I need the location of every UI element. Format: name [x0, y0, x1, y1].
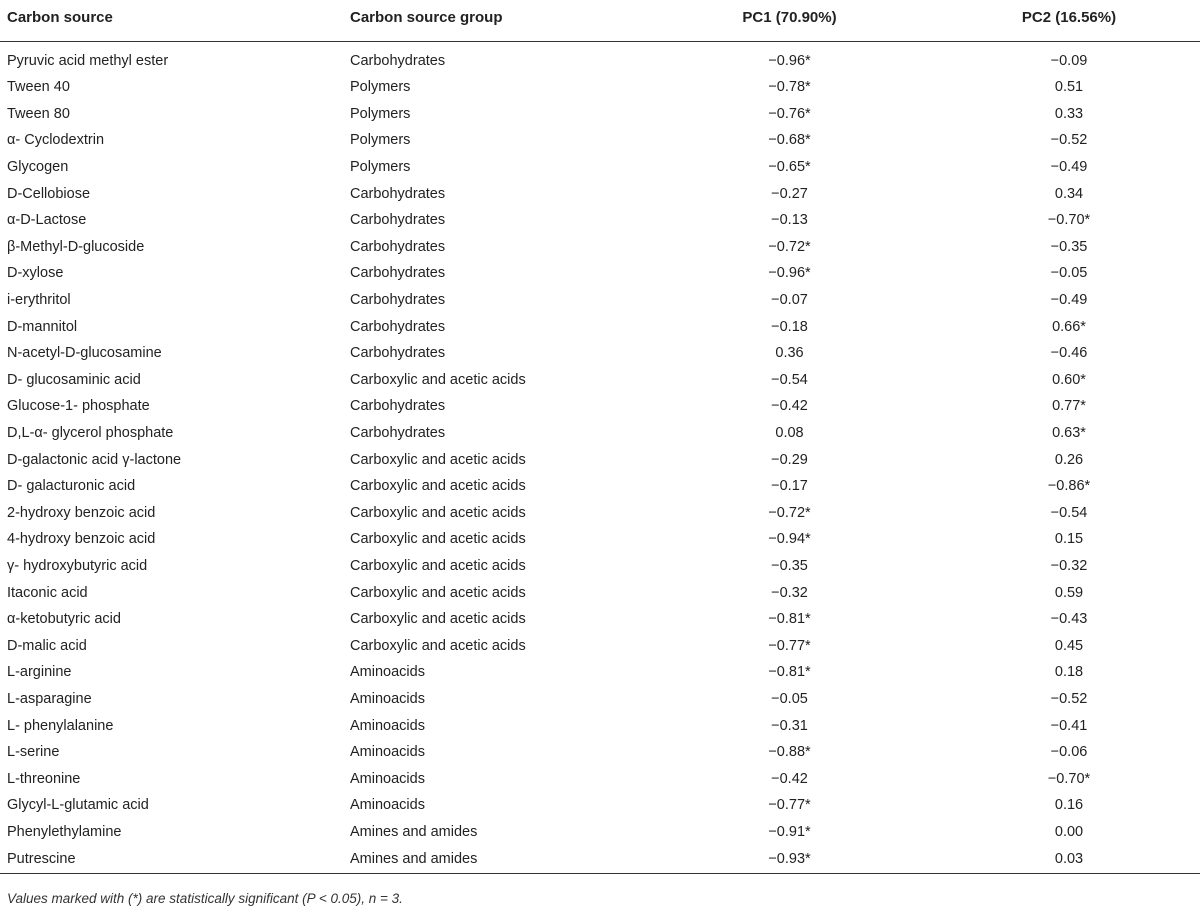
table-row [0, 180, 1200, 207]
pc2-cell: 0.45 [1054, 637, 1084, 654]
header-carbon-source: Carbon source [0, 9, 343, 42]
carbon-source-cell: D-Cellobiose [7, 185, 91, 202]
carbon-source-cell: α- Cyclodextrin [7, 132, 105, 149]
carbon-source-group-cell: Carboxylic and acetic acids [350, 504, 526, 521]
table-row [0, 473, 1200, 500]
carbon-source-cell: β-Methyl-D-glucoside [7, 238, 145, 255]
pc1-cell: −0.88* [768, 744, 811, 761]
header-pc1: PC1 (70.90%) [641, 9, 938, 42]
pca-loadings-table [0, 9, 1200, 874]
carbon-source-cell: Tween 80 [7, 105, 70, 122]
table-row [0, 686, 1200, 713]
carbon-source-cell: α-D-Lactose [7, 212, 87, 229]
pc2-cell: 0.03 [938, 845, 1200, 874]
table-row [0, 74, 1200, 101]
carbon-source-cell: α-ketobutyric acid [7, 611, 121, 628]
pc2-cell: −0.52 [1050, 132, 1088, 149]
table-row [0, 606, 1200, 633]
pc1-cell: −0.42 [771, 770, 808, 787]
carbon-source-cell: 2-hydroxy benzoic acid [7, 504, 156, 521]
carbon-source-cell: Phenylethylamine [7, 823, 122, 840]
table-row [0, 500, 1200, 527]
pc1-cell: −0.68* [768, 132, 811, 149]
pc2-cell: 0.77* [1052, 398, 1086, 415]
pc1-cell: −0.27 [771, 185, 808, 202]
carbon-source-group-cell: Amines and amides [343, 845, 641, 874]
table-row [0, 420, 1200, 447]
carbon-source-cell: Glycogen [7, 159, 69, 176]
carbon-source-cell: D-mannitol [7, 318, 78, 335]
pc1-cell: 0.08 [775, 425, 804, 442]
carbon-source-group-cell: Aminoacids [350, 770, 425, 787]
table-row [0, 393, 1200, 420]
pc2-cell: −0.06 [1050, 744, 1088, 761]
pc2-cell: 0.63* [1052, 425, 1086, 442]
pc1-cell: −0.65* [768, 159, 811, 176]
table-row [0, 101, 1200, 128]
carbon-source-group-cell: Carboxylic and acetic acids [350, 531, 526, 548]
table-row [0, 579, 1200, 606]
pc1-cell: −0.05 [771, 690, 808, 707]
pc2-cell: 0.66* [1052, 318, 1086, 335]
carbon-source-group-cell: Polymers [350, 159, 411, 176]
pc1-cell: −0.18 [771, 318, 808, 335]
carbon-source-group-cell: Carbohydrates [350, 238, 446, 255]
pc1-cell: 0.36 [775, 345, 804, 362]
pc1-cell: −0.96* [768, 265, 811, 282]
carbon-source-group-cell: Carboxylic and acetic acids [350, 557, 526, 574]
carbon-source-cell: L-asparagine [7, 690, 92, 707]
table-row [0, 739, 1200, 766]
carbon-source-group-cell: Carbohydrates [350, 53, 446, 69]
carbon-source-group-cell: Polymers [350, 105, 411, 122]
pc2-cell: −0.05 [1050, 265, 1088, 282]
table-row [0, 207, 1200, 234]
table-row [0, 632, 1200, 659]
pc2-cell: 0.00 [1054, 823, 1084, 840]
carbon-source-group-cell: Carbohydrates [350, 345, 446, 362]
carbon-source-group-cell: Carboxylic and acetic acids [350, 478, 526, 495]
carbon-source-group-cell: Aminoacids [350, 664, 425, 681]
table-row [0, 845, 1200, 874]
carbon-source-group-cell: Aminoacids [350, 717, 425, 734]
carbon-source-cell: D-malic acid [7, 637, 87, 654]
table-body [0, 42, 1200, 874]
pc1-cell: −0.13 [771, 212, 808, 229]
table-header [0, 9, 1200, 42]
table-row [0, 234, 1200, 261]
carbon-source-cell: Putrescine [0, 845, 343, 874]
carbon-source-cell: Glycyl-L-glutamic acid [7, 797, 149, 814]
carbon-source-group-cell: Carboxylic and acetic acids [350, 584, 526, 601]
pc2-cell: 0.15 [1054, 531, 1084, 548]
carbon-source-group-cell: Carboxylic and acetic acids [350, 611, 526, 628]
pc2-cell: 0.16 [1054, 797, 1084, 814]
carbon-source-cell: γ- hydroxybutyric acid [7, 557, 148, 574]
carbon-source-cell: L-threonine [7, 770, 81, 787]
pc1-cell: −0.93* [641, 845, 938, 874]
table-row [0, 526, 1200, 553]
carbon-source-cell: D- galacturonic acid [7, 478, 136, 495]
pc1-cell: −0.35 [771, 557, 808, 574]
table-row [0, 287, 1200, 314]
pc2-cell: −0.46 [1050, 345, 1088, 362]
carbon-source-group-cell: Amines and amides [350, 823, 478, 840]
pc1-cell: −0.81* [768, 611, 811, 628]
pc2-cell: −0.49 [1050, 159, 1088, 176]
carbon-source-cell: Itaconic acid [7, 584, 88, 601]
pc1-cell: −0.32 [771, 584, 808, 601]
table-row [0, 340, 1200, 367]
pc1-cell: −0.76* [768, 105, 811, 122]
carbon-source-cell: Pyruvic acid methyl ester [7, 53, 169, 69]
carbon-source-cell: i-erythritol [7, 292, 71, 309]
carbon-source-group-cell: Carboxylic and acetic acids [350, 371, 526, 388]
header-pc2: PC2 (16.56%) [938, 9, 1200, 42]
pc1-cell: −0.29 [771, 451, 808, 468]
carbon-source-cell: L-arginine [7, 664, 72, 681]
carbon-source-group-cell: Carboxylic and acetic acids [350, 637, 526, 654]
pc1-cell: −0.07 [771, 292, 808, 309]
pc1-cell: −0.72* [768, 238, 811, 255]
carbon-source-cell: N-acetyl-D-glucosamine [7, 345, 162, 362]
pc1-cell: −0.17 [771, 478, 808, 495]
pc1-cell: −0.77* [768, 637, 811, 654]
pc1-cell: −0.91* [768, 823, 811, 840]
pc2-cell: −0.09 [1050, 53, 1088, 69]
pc1-cell: −0.77* [768, 797, 811, 814]
table-row [0, 792, 1200, 819]
carbon-source-cell: D- glucosaminic acid [7, 371, 141, 388]
pc1-cell: −0.78* [768, 79, 811, 96]
carbon-source-group-cell: Aminoacids [350, 690, 425, 707]
table-row [0, 712, 1200, 739]
table-row [0, 42, 1200, 75]
table-row [0, 553, 1200, 580]
carbon-source-cell: D-galactonic acid γ-lactone [7, 451, 182, 468]
carbon-source-group-cell: Carbohydrates [350, 398, 446, 415]
pc2-cell: 0.60* [1052, 371, 1086, 388]
table-row [0, 659, 1200, 686]
carbon-source-cell: Tween 40 [7, 79, 70, 96]
carbon-source-group-cell: Aminoacids [350, 797, 425, 814]
pc1-cell: −0.81* [768, 664, 811, 681]
pc2-cell: −0.52 [1050, 690, 1088, 707]
pc2-cell: 0.34 [1054, 185, 1084, 202]
pc2-cell: −0.49 [1050, 292, 1088, 309]
table-row [0, 154, 1200, 181]
carbon-source-group-cell: Carbohydrates [350, 292, 446, 309]
carbon-source-cell: D-xylose [7, 265, 64, 282]
header-row [0, 9, 1200, 42]
table-row [0, 367, 1200, 394]
pc1-cell: −0.94* [768, 531, 811, 548]
carbon-source-cell: Glucose-1- phosphate [7, 398, 150, 415]
pc1-cell: −0.31 [771, 717, 808, 734]
table-footnote: Values marked with (*) are statistically significant (P < 0.05), n = 3. [7, 891, 403, 906]
pc1-cell: −0.72* [768, 504, 811, 521]
carbon-source-cell: L- phenylalanine [7, 717, 114, 734]
table-row [0, 260, 1200, 287]
pc2-cell: −0.32 [1050, 557, 1088, 574]
carbon-source-group-cell: Carbohydrates [350, 265, 446, 282]
pc2-cell: 0.51 [1054, 79, 1084, 96]
pc1-cell: −0.96* [768, 53, 811, 69]
carbon-source-cell: L-serine [7, 744, 60, 761]
pc2-cell: 0.18 [1054, 664, 1084, 681]
carbon-source-group-cell: Carbohydrates [350, 318, 446, 335]
pc2-cell: −0.70* [1047, 212, 1091, 229]
carbon-source-group-cell: Aminoacids [350, 744, 425, 761]
carbon-source-group-cell: Polymers [350, 79, 411, 96]
table-row [0, 765, 1200, 792]
carbon-source-group-cell: Polymers [350, 132, 411, 149]
table-row [0, 819, 1200, 846]
carbon-source-group-cell: Carbohydrates [350, 185, 446, 202]
carbon-source-group-cell: Carboxylic and acetic acids [350, 451, 526, 468]
pc2-cell: −0.41 [1050, 717, 1088, 734]
carbon-source-group-cell: Carbohydrates [350, 425, 446, 442]
pc2-cell: 0.59 [1054, 584, 1084, 601]
pc2-cell: −0.54 [1050, 504, 1088, 521]
pc1-cell: −0.54 [771, 371, 808, 388]
pc1-cell: −0.42 [771, 398, 808, 415]
carbon-source-cell: D,L-α- glycerol phosphate [7, 425, 174, 442]
table-row [0, 127, 1200, 154]
carbon-source-group-cell: Carbohydrates [350, 212, 446, 229]
header-carbon-source-group: Carbon source group [343, 9, 641, 42]
pc2-cell: −0.70* [1047, 770, 1091, 787]
pc2-cell: −0.35 [1050, 238, 1088, 255]
table-row [0, 446, 1200, 473]
pc2-cell: −0.86* [1047, 478, 1091, 495]
pc2-cell: 0.26 [1054, 451, 1084, 468]
pc2-cell: 0.33 [1054, 105, 1084, 122]
pc2-cell: −0.43 [1050, 611, 1088, 628]
carbon-source-cell: 4-hydroxy benzoic acid [7, 531, 156, 548]
table-row [0, 313, 1200, 340]
